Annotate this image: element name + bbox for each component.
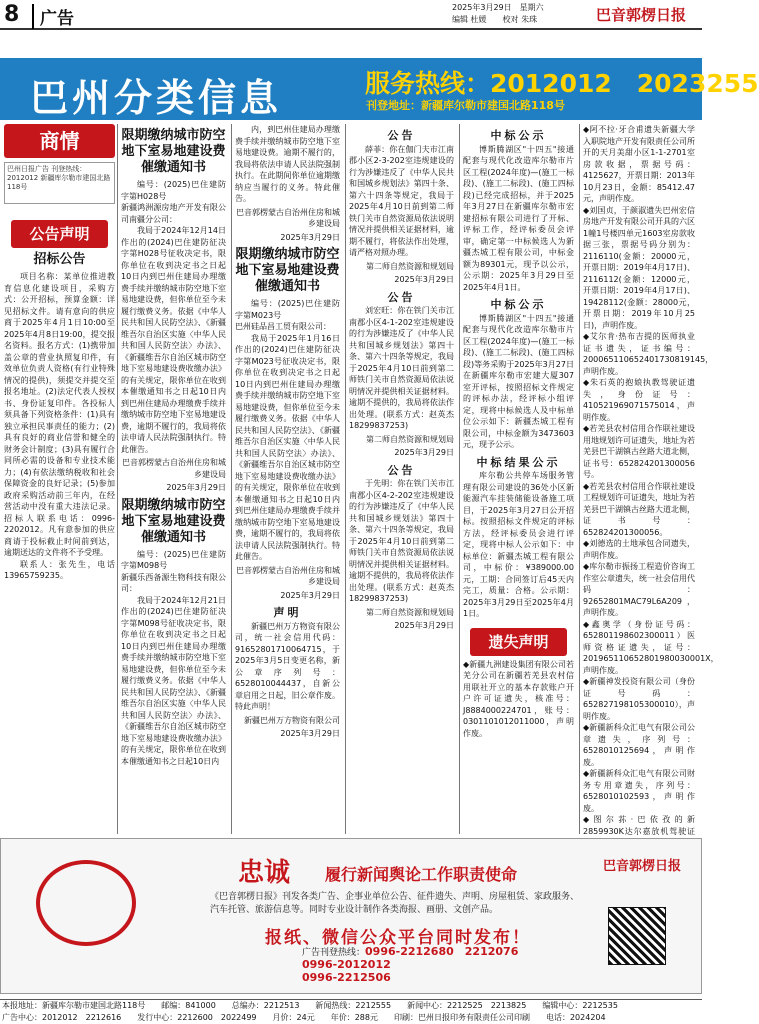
declaration-body: 新疆巴州万方物资有限公司，统一社会信用代码：91652801710064715，于2025年3月5日变更名称，新公章序列号：6528010044437，自新公章启用之日起，旧公章作废。特此声明！ [235,621,340,711]
announcement1-title: 公告 [387,129,416,142]
lost-item: ◆艾尔肯·热布吉提的医师执业证书遗失，证书编号：200065110652401730819145，声明作废。 [583,332,714,376]
column-3 [231,124,343,834]
phone-label: 广告刊登热线： [302,948,366,958]
announcement3-date: 2025年3月29日 [394,621,454,630]
announcement1-signature: 第二师自然资源和规划局 [366,261,454,271]
notice2-continued: 内，到巴州住建局办理缴费手续并缴纳城市防空地下室易地建设费。逾期不履行的，我局将依法申请人民法院强制执行。在此期间你单位逾期缴纳应当履行的义务。特此催告。 [235,125,340,203]
announcement2-date: 2025年3月29日 [394,448,454,457]
tender-title: 招标公告 [33,252,86,267]
promo-description: 《巴音郭楞日报》刊发各类广告、企事业单位公告、征件遗失、声明、房屋租赁、家政服务、汽车托管、旅游信息等。同时专业设计制作各类海报、画册、文创产品。 [210,892,580,915]
announcement3-body: 于先明：你在铁门关市江南郡小区4-2-202室违规建设的行为涉嫌违反了《中华人民共和国城乡规划法》第四十条、第六十四条等规定，我局于2025年4月10日前到第二师铁门关市自然资源局依法说明情况并提供相关证据材料。逾期不提供的，我局将依法作出处理。(联系方式：赵英杰18299837253) [349,479,454,603]
promo-headline: 报纸、微信公众平台同时发布！ [265,928,531,948]
promo-slogan: 履行新闻舆论工作职责使命 [325,865,518,884]
notice1-title: 限期缴纳城市防空地下室易地建设费催缴通知书 [121,128,226,175]
promo-title: 忠诚 [238,858,291,888]
notice3-date: 2025年3月29日 [280,590,340,600]
issue-date: 2025年3月29日 星期六 [452,3,544,12]
announcement2-title: 公告 [387,290,416,304]
notice1-signature: 巴音郭楞蒙古自治州住房和城乡建设局 [122,458,226,479]
column-2 [117,124,229,834]
announcement1-date: 2025年3月29日 [394,275,454,284]
notice1-date: 2025年3月29日 [166,483,226,492]
lost-item: ◆新疆新科众汇电气有限公司公章遗失，序列号：6528010125694，声明作废。 [583,723,695,767]
lost-item: ◆刘国贞，于颜淑遗失巴州宏信房地产开发有限公司开具的六区1幢1号楼四单元1603室房款收据三张，票据号码分别为：2116110(金额：20000元，开票日期：2019年4月17日)、2116112(金额：12000元，开票日期：2019年4月17日)、19428112(金额：28000元，开票日期：2019年10月25日)，声明作废。 [583,205,695,330]
announcement3-signature: 第二师自然资源和规划局 [366,607,454,617]
commerce-badge: 商情 [4,124,115,158]
lost-item: ◆若羌县农村信用合作联社建设用地规划许可证遗失，地址为若羌县巴干湖镇古丝路大道北侧，证书号：652824201300056号。 [583,424,695,479]
phone-numbers: 0996-2212680 2212076 [365,945,519,958]
announcement3-title: 公告 [387,463,416,477]
banner-title: 巴州分类信息 [30,75,283,120]
bid-result-body: 库尔勒公共停车场服务管理有限公司建设的36处小区新能源汽车挂装储能设备施工项目，于2025年3月27日公开招标。按照招标文件规定的评标方法，经评标委员会进行评定，现将中标人公示如下：中标单位：新疆杰城工程有限公司，中标价：¥389000.00元，工期：合同签订后45天内完工，质量：合格。公示期：2025年3月29日至2025年4月1日。 [463,471,574,618]
page-header [0,0,702,30]
footer-line-2: 广告中心：2012012 2212616 发行中心：2212600 2022499 月价：24元 年价：288元 印刷：巴州日报印务有限责任公司印刷 电话：2024204 [2,1013,606,1022]
notice2-title: 限期缴纳城市防空地下室易地建设费催缴通知书 [121,497,226,545]
bid-notice1-title: 中标公示 [490,129,547,142]
bid-result-title: 中标结果公示 [476,455,561,469]
notice3-recipient: 巴州硅品昌工贸有限公司： [235,322,331,331]
lost-item: ◆图尔荪·巴依孜的新2859930K达尔嘉放机驾驶证 [583,815,695,836]
column-5 [459,124,577,834]
section-title: 广告 [32,4,74,29]
lost-item: ◆新疆神发投资有限公司（身份证号码：652827198105300010），声明作废。 [583,677,695,721]
lost-notice-badge: 遗失声明 [470,628,567,656]
lost-item: ◆朱石英的抱娘执教驾驶证遗失，身份证号：410521969071575014，声明作废。 [583,378,695,422]
publish-address: 刊登地址：新疆库尔勒市建国北路118号 [366,99,565,112]
lost-item: ◆若羌县农村信用合作联社建设工程规划许可证遗失，地址为若羌县巴干湖镇古丝路大道北侧，证书号：652824201300056。 [583,481,695,537]
promo-phones [302,946,518,985]
column-1 [4,212,115,832]
lost-item: ◆新疆新科众汇电气有限公司财务专用章遗失，序列号：6528010102593，声明作废。 [583,769,695,813]
declaration-date: 2025年3月29日 [280,729,340,738]
notice1-body: 我局于2024年12月14日作出的(2024)巴住建防征决字第H028号征收决定书，限你单位在收到决定书之日起10日内到巴州住建局办理缴费手续并缴纳城市防空地下室易地建设费，但你单位至今未履行缴费义务。依据《中华人民共和国人民防空法》、《新疆维吾尔自治区实施〈中华人民共和国人民防空法〉办法》、《新疆维吾尔自治区城市防空地下室易地建设费收缴办法》的有关规定，限你单位在收到本催缴通知书之日起10日内到巴州住建局办理缴费手续并缴纳城市防空地下室易地建设费，逾期不履行的，我局将依法申请人民法院强制执行。特此催告。 [121,226,226,454]
announcement2-body: 刘宏旺：你在铁门关市江南郡小区4-1-202室违规建设的行为涉嫌违反了《中华人民共和国城乡规划法》第四十条、第六十四条等规定，我局于2025年4月10日前到第二师铁门关市自然资源局依法说明情况并提供相关证据材料。逾期不提供的，我局将依法作出处理。(联系方式：赵英杰18299837253) [349,306,454,430]
notice3-body: 我局于2025年1月16日作出的(2024)巴住建防征决字第M023号征收决定书，限你单位在收到决定书之日起10日内到巴州住建局办理缴费手续并缴纳城市防空地下室易地建设费，但你单位至今未履行缴费义务。依据《中华人民共和国人民防空法》、《新疆维吾尔自治区实施〈中华人民共和国人民防空法〉办法》、《新疆维吾尔自治区城市防空地下室易地建设费收缴办法》的有关规定，限你单位在收到本催缴通知书之日起10日内到巴州住建局办理缴费手续并缴纳城市防空地下室易地建设费，逾期不履行的，我局将依法申请人民法院强制执行。特此催告。 [235,333,340,561]
phone-number-3: 0996-2212506 [302,971,391,984]
notice2-recipient: 新疆乐西备源生物科技有限公司： [121,572,226,593]
notice3-title: 限期缴纳城市防空地下室易地建设费催缴通知书 [235,247,340,294]
ribbon-emblem [36,860,136,946]
lost-item: ◆阿不拉·牙合甫遗失新疆大学入职院地产开发有限责任公司所开的天月美甜小区1-1-2701室房款收据，票据号码：4125627，开票日期：2013年10月23日，金额：85412.47元，声明作废。 [583,125,695,203]
qr-code-icon [608,907,666,965]
column-6 [579,124,719,836]
notice2-body: 我局于2024年12月21日作出的(2024)巴住建防征决字第M098号征收决定书，限你单位在收到决定书之日起10日内到巴州住建局办理缴费手续并缴纳城市防空地下室易地建设费，但你单位至今未履行缴费义务。依据《中华人民共和国人民防空法》、《新疆维吾尔自治区实施〈中华人民共和国人民防空法〉办法》、《新疆维吾尔自治区城市防空地下室易地建设费收缴办法》的有关规定，限你单位在收到本催缴通知书之日起10日内 [121,595,226,766]
bid-notice1-body: 博斯腾湖区"十四五"接通配套与现代化改造库尔勒市片区工程(2024年度)—(施工一标段)、(施工二标段)、(施工四标段)已经完成招标，并于2025年3月27日在新疆库尔勒市宏建招标有限公司进行了开标、评标工作，经评标委员会评审，确定第一中标候选人为新疆杰城工程有限公司，中标金额为89301元，现予以公示，公示期：2025年3月29日至2025年4月1日。 [463,144,574,292]
announcement2-signature: 第二师自然资源和规划局 [366,434,454,444]
announcement1-body: 薛菲：你在伽门夫市江南郡小区2-3-202室违规建设的行为涉嫌违反了《中华人民共和国城乡规划法》第四十条、第六十四条等规定，我局于2025年4月10日前到第二师铁门关市自然资源局依法说明情况并提供相关证据材料，逾期不履行，将依法作出处理，请严格对照办理。 [349,144,454,257]
lost-item: ◆刘德选的土地承包合同遗失，声明作废。 [583,539,695,560]
phone-number-2: 0996-2012012 [302,958,391,971]
lost-item: ◆新疆九洲建设集团有限公司若羌分公司在新疆若羌县农村信用联社开立的基本存款账户开户许可证遗失，核准号：J8884000224701，账号：0301101012011000，声明作废。 [463,659,574,738]
bid-notice2-title: 中标公示 [490,298,547,311]
notice3-signature: 巴音郭楞蒙古自治州住房和城乡建设局 [236,565,340,586]
notice2-date: 2025年3月29日 [280,232,340,242]
column-4 [345,124,457,834]
tender-contact: 联系人：张先生，电话13965759235。 [4,559,115,580]
service-hotline: 服务热线：2012012 2023255 [365,69,759,98]
declaration-title: 声明 [273,606,302,619]
notice2-number: 编号：(2025)巴住建防字第M098号 [121,549,226,570]
tender-body: 项目名称：某单位推进教育信息化建设项目，采购方式：公开招标，预算金额：详见招标文件。请有意向的供应商于2025年4月1日10:00至2025年4月8日19:00，提交报名资料。报名方式：(1)携带加盖公章的营业执照复印件，有效单位负责人资格(有行业特殊情况的提供)，须提交并提交至报名地址。(2)法定代表人授权书、身份证复印件。各投标人须具备下列资格条件：(1)具有独立承担民事责任的能力；(2)具有良好的商业信誉和健全的财务会计制度；(3)具有履行合同所必需的设备和专业技术能力；(4)有依法缴纳税收和社会保障资金的良好记录；(5)参加政府采购活动前三年内，在经营活动中没有重大违法记录。招标人联系电话：0996-2202012。凡有意参加的供应商请于投标截止时间前到达，逾期送达的文件将不予受理。 [4,272,115,557]
notice3-number: 编号：(2025)巴住建防字第M023号 [235,299,340,320]
notice1-recipient: 新疆鸿洲源房地产开发有限公司南疆分公司： [121,203,226,224]
notice2-signature: 巴音郭楞蒙古自治州住房和城乡建设局 [236,207,340,228]
footer [0,999,702,1024]
lost-item: ◆鑫奥学（身份证号码：652801198602300011）医师资格证遗失，证号：201965110652801980030001X，声明作废。 [583,619,719,675]
page-number: 8 [4,2,20,27]
notice-badge: 公告声明 [11,220,108,248]
footer-line-1: 本报地址：新疆库尔勒市建国北路118号 邮编：841000 总编办：2212513 新闻热线：2212555 新闻中心：2212525 2213825 编辑中心：2212535 [2,1001,618,1010]
notice1-number: 编号：(2025)巴住建防字第H028号 [121,180,226,201]
newspaper-logo: 巴音郭楞日报 [596,6,687,24]
lost-item: ◆库尔勒市振扬工程造价咨询工作室公章遗失，统一社会信用代码：92652801MAC79L6A209，声明作废。 [583,562,695,617]
promo-logo: 巴音郭楞日报 [603,859,682,874]
sidebar-logo-box: 巴州日报广告 刊登热线：2012012 新疆库尔勒市建国北路118号 [4,162,115,204]
editors-line: 编辑 杜媛 校对 朱珠 [452,15,538,24]
declaration-signature: 新疆巴州万方物资有限公司 [244,715,340,725]
bid-notice2-body: 博斯腾湖区"十四五"接通配套与现代化改造库尔勒市片区工程(2024年度)—(施工一标段)、(施工二标段)、(施工四标段)等务采购于2025年3月27日在新疆库尔勒市宏建大厦307室开评标，按照招标文件规定的评标办法，经评标小组评定，现将中标候选人及中标单位公示如下：新疆杰城工程有限公司，中标金额为3473603元，现予公示。 [463,313,574,449]
